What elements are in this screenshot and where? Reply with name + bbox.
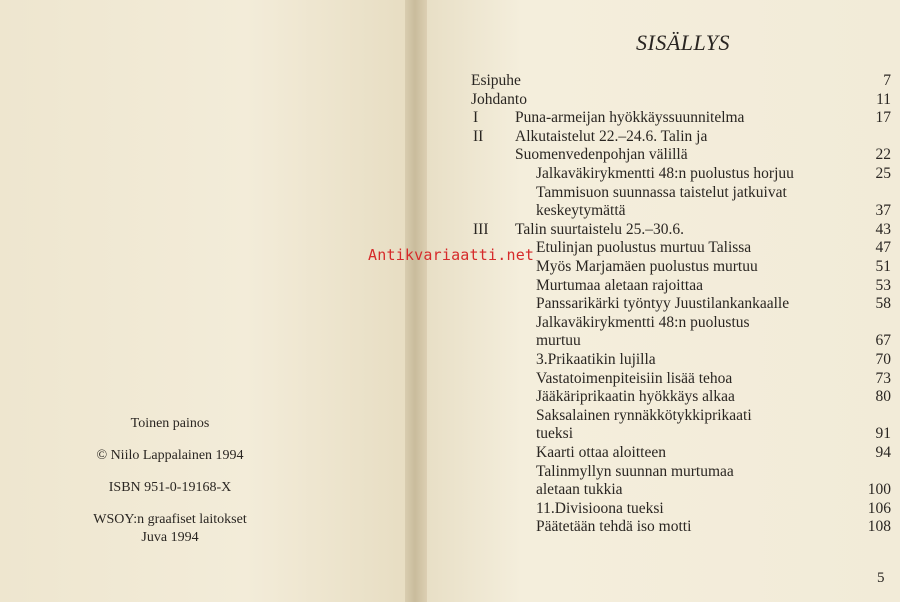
- toc-numeral: III: [473, 220, 489, 238]
- toc-entry-text: keskeytymättä: [536, 202, 626, 220]
- page-number: 5: [877, 570, 885, 586]
- toc-entry-text: 3.Prikaatikin lujilla: [536, 351, 656, 368]
- toc-page-number: 22: [875, 146, 891, 164]
- colophon: [0, 415, 340, 547]
- toc-page-number: 43: [875, 220, 891, 238]
- toc-entry-text: Vastatoimenpiteisiin lisää tehoa: [536, 369, 733, 387]
- toc-page-number: 94: [875, 444, 891, 461]
- toc-page-number: 80: [875, 388, 891, 406]
- toc-numeral: II: [473, 127, 484, 145]
- toc-page-number: 67: [875, 332, 891, 350]
- toc-entry-text: Jalkaväkirykmentti 48:n puolustus horjuu: [536, 165, 794, 182]
- toc-entry-text: Etulinjan puolustus murtuu Talissa: [536, 239, 752, 257]
- toc-entry-text: Johdanto: [471, 90, 527, 108]
- toc-title: SISÄLLYS: [636, 30, 731, 55]
- toc-entry-text: tueksi: [536, 425, 574, 443]
- toc-entry-text: Saksalainen rynnäkkötykkiprikaati: [536, 406, 752, 424]
- toc-entry-text: Esipuhe: [471, 72, 521, 89]
- toc-page-number: 37: [875, 202, 891, 220]
- toc-entry-text: Panssarikärki työntyy Juustilankankaalle: [536, 295, 790, 313]
- toc-entry-text: Tammisuon suunnassa taistelut jatkuivat: [536, 183, 787, 201]
- isbn-text: ISBN 951-0-19168-X: [108, 480, 232, 495]
- toc-page-number: 25: [875, 165, 891, 182]
- edition-text: Toinen painos: [130, 416, 210, 431]
- toc-page-number: 106: [867, 499, 891, 517]
- toc-entry-text: aletaan tukkia: [536, 481, 623, 499]
- toc-entry-text: Murtumaa aletaan rajoittaa: [536, 276, 703, 294]
- toc-entry-text: Jääkäriprikaatin hyökkäys alkaa: [536, 388, 735, 406]
- toc-page-number: 11: [876, 90, 891, 108]
- toc-page-number: 100: [867, 481, 891, 499]
- toc-page-number: 53: [875, 276, 891, 294]
- book-gutter: [405, 0, 427, 602]
- toc-page-number: 108: [867, 518, 891, 536]
- toc-entry-text: Talin suurtaistelu 25.–30.6.: [515, 220, 684, 238]
- toc-entry-text: Suomenvedenpohjan välillä: [515, 146, 688, 164]
- printer-line-2: Juva 1994: [141, 530, 199, 545]
- toc-page-number: 70: [875, 351, 891, 368]
- toc-entry-text: Jalkaväkirykmentti 48:n puolustus: [536, 313, 750, 331]
- toc-page-number: 58: [875, 295, 891, 313]
- toc-numeral: I: [473, 109, 479, 127]
- toc-entry-text: Kaarti ottaa aloitteen: [536, 444, 666, 461]
- toc-entry-text: Alkutaistelut 22.–24.6. Talin ja: [515, 127, 708, 145]
- copyright-text: © Niilo Lappalainen 1994: [96, 448, 244, 463]
- toc-page-number: 47: [875, 239, 891, 257]
- toc-entry-text: murtuu: [536, 332, 581, 350]
- toc-page-number: 73: [875, 369, 891, 387]
- toc-entry-text: Puna-armeijan hyökkäyssuunnitelma: [515, 109, 745, 127]
- toc-page-number: 91: [875, 425, 891, 443]
- printer-line-1: WSOY:n graafiset laitokset: [93, 512, 247, 527]
- toc-page-number: 17: [875, 109, 891, 127]
- toc-entry-text: Myös Marjamäen puolustus murtuu: [536, 258, 758, 275]
- toc-entry-text: 11.Divisioona tueksi: [536, 499, 664, 517]
- toc-page-number: 51: [875, 258, 891, 275]
- toc-entry-text: Talinmyllyn suunnan murtumaa: [536, 462, 734, 480]
- watermark-text: Antikvariaatti.net: [368, 246, 535, 264]
- toc-entry-text: Päätetään tehdä iso motti: [536, 518, 692, 536]
- toc-page-number: 7: [883, 72, 891, 89]
